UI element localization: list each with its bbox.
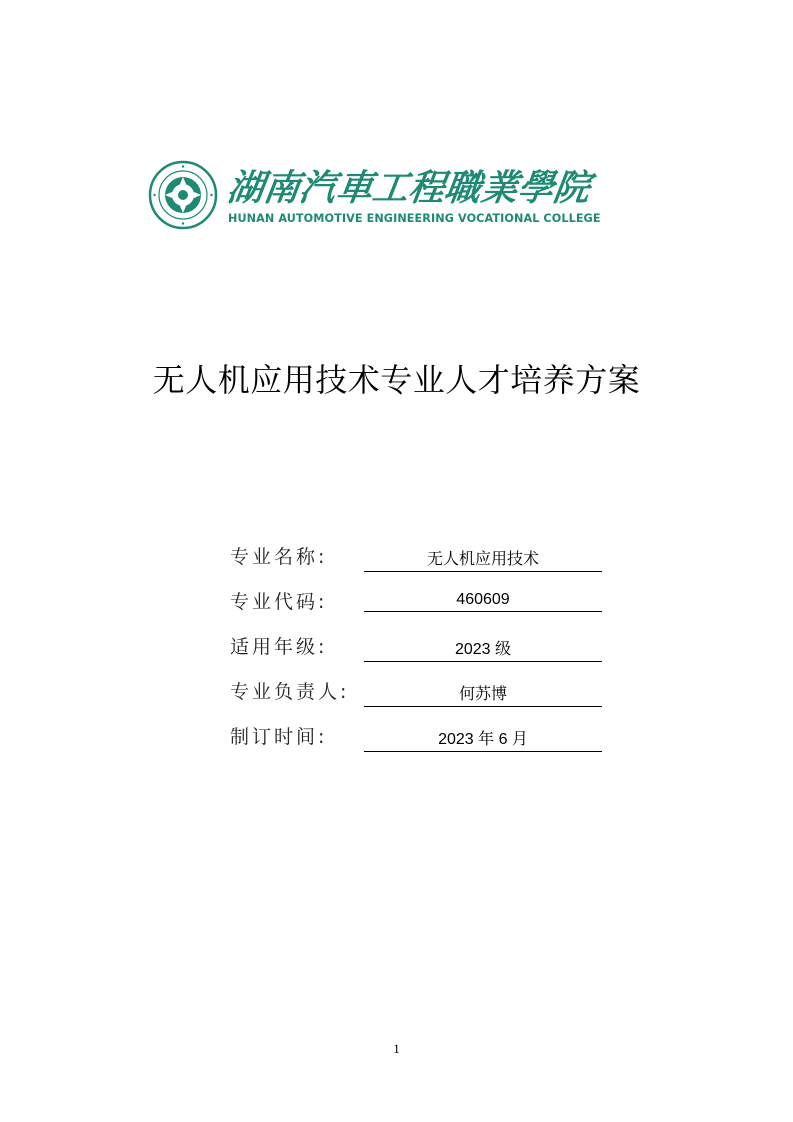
info-table <box>230 538 610 763</box>
school-name-char: 湖 <box>224 166 267 209</box>
info-label: 专业名称: <box>230 546 328 568</box>
info-row-major-code <box>230 583 610 628</box>
document-title: 无人机应用技术专业人才培养方案 <box>152 361 641 399</box>
school-seal-icon <box>148 160 218 230</box>
school-name-cn <box>224 162 593 209</box>
info-label: 制订时间: <box>230 726 328 748</box>
info-value: 何苏博 <box>364 681 602 707</box>
school-logo <box>148 160 601 232</box>
info-row-grade <box>230 628 610 673</box>
info-label: 适用年级: <box>230 636 328 658</box>
school-name-char: 職 <box>442 166 484 209</box>
info-label: 专业代码: <box>230 591 328 613</box>
school-name-char: 業 <box>478 166 521 209</box>
school-name-char: 車 <box>333 166 376 209</box>
school-name-char: 工 <box>369 166 412 209</box>
school-name-char: 南 <box>260 166 303 209</box>
school-name-char: 院 <box>550 166 593 209</box>
info-value: 无人机应用技术 <box>364 546 602 572</box>
page-number: 1 <box>393 1041 400 1056</box>
info-row-date <box>230 718 610 763</box>
school-name-char: 程 <box>405 166 448 209</box>
info-row-major-name <box>230 538 610 583</box>
info-value: 460609 <box>364 591 602 612</box>
school-name-char: 學 <box>514 166 557 209</box>
school-name-en: HUNAN AUTOMOTIVE ENGINEERING VOCATIONAL COLLEGE <box>228 212 601 225</box>
info-value: 2023 级 <box>364 636 602 662</box>
info-value: 2023 年 6 月 <box>364 726 602 752</box>
info-label: 专业负责人: <box>230 681 350 703</box>
school-name-char: 汽 <box>297 166 340 209</box>
info-row-lead <box>230 673 610 718</box>
